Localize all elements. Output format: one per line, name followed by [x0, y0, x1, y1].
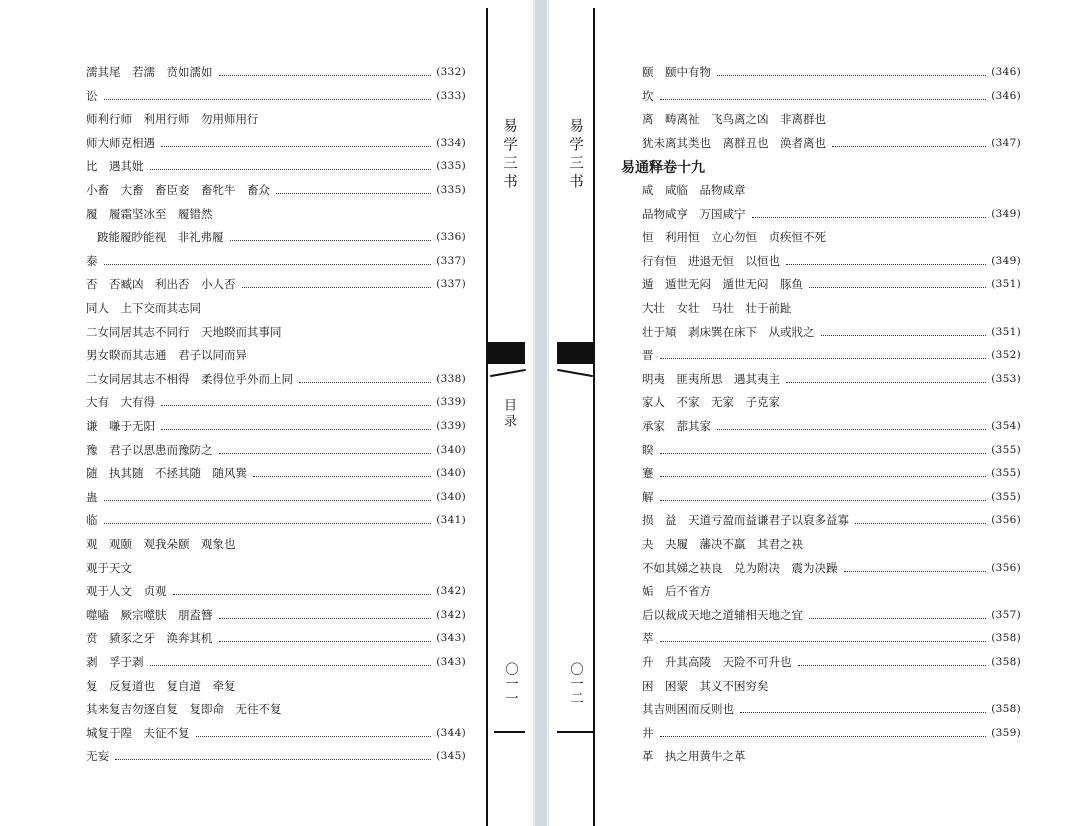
left-page-number: 〇一一	[502, 662, 518, 706]
entry-title: 损 益 天道亏盈而益谦君子以裒多益寡	[642, 513, 849, 528]
entry-page-number: (342)	[436, 608, 466, 621]
entry-page-number: (354)	[991, 420, 1021, 432]
dot-leader	[717, 74, 986, 76]
dot-leader	[855, 522, 986, 524]
toc-entry	[86, 651, 466, 669]
dot-leader	[219, 617, 432, 619]
left-black-band	[488, 342, 525, 364]
dot-leader	[717, 428, 986, 430]
left-footer-rule	[494, 731, 525, 733]
left-section-label: 目录	[501, 398, 516, 430]
toc-entry	[642, 557, 1021, 575]
toc-entry	[642, 85, 1021, 103]
entry-title: 大有 大有得	[86, 395, 155, 410]
toc-entry	[642, 273, 1021, 291]
entry-page-number: (357)	[991, 608, 1021, 621]
dot-leader	[173, 593, 432, 595]
toc-entry	[642, 604, 1021, 622]
entry-title: 颐 颐中有物	[642, 65, 711, 79]
dot-leader	[230, 239, 432, 241]
dot-leader	[196, 735, 432, 737]
toc-entry	[86, 439, 466, 457]
entry-page-number: (356)	[991, 514, 1021, 527]
entry-title: 易通释卷十九	[621, 160, 705, 177]
entry-title: 家人 不家 无家 子克家	[642, 395, 780, 410]
left-spine-rule	[486, 8, 488, 826]
toc-entry	[642, 61, 1021, 79]
toc-entry	[86, 509, 466, 527]
entry-title: 姤 后不省方	[642, 584, 711, 599]
entry-page-number: (355)	[991, 467, 1021, 480]
entry-page-number: (340)	[436, 490, 466, 503]
entry-page-number: (353)	[991, 372, 1021, 385]
entry-page-number: (337)	[436, 278, 466, 291]
toc-entry	[86, 108, 466, 126]
entry-title: 泰	[86, 253, 98, 268]
entry-page-number: (341)	[436, 514, 466, 527]
dot-leader	[821, 334, 987, 336]
toc-entry	[642, 297, 1021, 315]
entry-title: 随 执其随 不拯其随 随风巽	[86, 466, 247, 481]
dot-leader	[161, 428, 431, 430]
entry-page-number: (349)	[991, 207, 1021, 220]
toc-entry	[642, 368, 1021, 386]
entry-page-number: (343)	[436, 656, 466, 668]
dot-leader	[752, 216, 987, 218]
entry-page-number: (358)	[991, 703, 1021, 716]
toc-entry	[86, 580, 466, 598]
entry-page-number: (351)	[991, 278, 1021, 291]
entry-title: 萃	[642, 631, 654, 646]
dot-leader	[832, 145, 986, 147]
toc-entry	[642, 415, 1021, 433]
toc-entry	[642, 509, 1021, 527]
entry-title: 无妄	[86, 749, 109, 764]
entry-title: 离 畴离祉 飞鸟离之凶 非离群也	[642, 112, 826, 127]
toc-entry	[86, 391, 466, 409]
toc-entry	[642, 627, 1021, 645]
entry-title: 行有恒 进退无恒 以恒也	[642, 253, 780, 268]
entry-page-number: (334)	[436, 136, 466, 149]
entry-page-number: (359)	[991, 726, 1021, 739]
dot-leader	[161, 404, 431, 406]
entry-title: 贲 豮豕之牙 涣奔其机	[86, 631, 213, 646]
entry-title: 同人 上下交而其志同	[86, 301, 201, 315]
entry-title: 困 困蒙 其义不困穷矣	[642, 678, 769, 693]
toc-entry	[642, 321, 1021, 339]
dot-leader	[786, 263, 986, 265]
dot-leader	[299, 381, 431, 383]
right-spine-rule	[593, 8, 595, 826]
dot-leader	[660, 98, 987, 100]
juan-heading	[621, 155, 1021, 175]
entry-title: 犹未离其类也 离群丑也 涣者离也	[642, 135, 826, 150]
toc-entry	[642, 226, 1021, 244]
dot-leader	[798, 664, 987, 666]
dot-leader	[253, 475, 431, 477]
entry-title: 遁 遁世无闷 遁世无闷 豚鱼	[642, 277, 803, 292]
toc-entry	[642, 250, 1021, 268]
entry-title: 观于天文	[86, 560, 132, 575]
entry-title: 噬嗑 厥宗噬肤 朋盍簪	[86, 607, 213, 622]
entry-page-number: (339)	[436, 420, 466, 432]
dot-leader	[242, 286, 432, 288]
right-footer-rule	[557, 731, 593, 733]
entry-title: 小畜 大畜 畜臣妾 畜牝牛 畜众	[86, 183, 270, 197]
entry-title: 二女同居其志不相得 柔得位乎外而上同	[86, 371, 293, 386]
toc-entry	[642, 486, 1021, 504]
entry-title: 谦 嗛于无阳	[86, 419, 155, 433]
entry-title: 其来复吉勿逐自复 复即命 无往不复	[86, 702, 282, 717]
entry-title: 后以裁成天地之道辅相天地之宜	[642, 607, 803, 622]
entry-page-number: (336)	[436, 231, 466, 244]
toc-entry	[642, 203, 1021, 221]
entry-title: 夬 夬履 藩决不羸 其君之袂	[642, 537, 803, 551]
toc-entry	[97, 226, 466, 244]
toc-entry	[86, 415, 466, 433]
entry-page-number: (355)	[991, 490, 1021, 503]
toc-entry	[642, 675, 1021, 693]
entry-page-number: (346)	[991, 66, 1021, 78]
toc-entry	[642, 439, 1021, 457]
entry-page-number: (332)	[436, 66, 466, 78]
toc-entry	[86, 297, 466, 315]
entry-page-number: (347)	[991, 136, 1021, 149]
dot-leader	[104, 499, 432, 501]
dot-leader	[786, 381, 986, 383]
entry-page-number: (345)	[436, 750, 466, 763]
entry-title: 晋	[642, 348, 654, 363]
left-header-title: 易学三书	[501, 118, 517, 192]
dot-leader	[115, 758, 431, 760]
entry-title: 其吉则困而反则也	[642, 702, 734, 717]
entry-title: 男女睽而其志通 君子以同而异	[86, 348, 247, 363]
toc-entry	[86, 675, 466, 693]
entry-title: 临	[86, 513, 98, 528]
book-gutter	[533, 0, 549, 826]
entry-page-number: (343)	[436, 632, 466, 645]
dot-leader	[104, 98, 432, 100]
dot-leader	[276, 192, 431, 194]
toc-entry	[642, 179, 1021, 197]
toc-entry	[642, 722, 1021, 740]
entry-title: 观于人文 贞观	[86, 584, 167, 599]
entry-title: 承家 蔀其家	[642, 419, 711, 433]
dot-leader	[844, 570, 987, 572]
entry-title: 二女同居其志不同行 天地睽而其事同	[86, 324, 282, 339]
dot-leader	[150, 664, 432, 666]
toc-entry	[86, 179, 466, 197]
right-black-band	[557, 342, 593, 364]
toc-entry	[642, 391, 1021, 409]
entry-page-number: (352)	[991, 349, 1021, 362]
entry-page-number: (340)	[436, 443, 466, 456]
entry-page-number: (338)	[436, 372, 466, 385]
entry-page-number: (342)	[436, 585, 466, 598]
entry-page-number: (333)	[436, 89, 466, 102]
entry-title: 不如其娣之袂良 兑为附决 震为决躁	[642, 560, 838, 575]
toc-entry	[86, 61, 466, 79]
toc-entry	[642, 108, 1021, 126]
dot-leader	[660, 735, 987, 737]
left-page	[0, 0, 533, 826]
entry-title: 明夷 匪夷所思 遇其夷主	[642, 371, 780, 386]
toc-entry	[86, 250, 466, 268]
entry-title: 剥 孚于剥	[86, 655, 144, 669]
toc-entry	[86, 557, 466, 575]
dot-leader	[740, 711, 986, 713]
toc-entry	[86, 486, 466, 504]
entry-title: 蛊	[86, 489, 98, 504]
toc-entry	[86, 745, 466, 763]
entry-page-number: (349)	[991, 254, 1021, 267]
entry-title: 革 执之用黄牛之革	[642, 749, 746, 764]
dot-leader	[660, 640, 987, 642]
toc-entry	[86, 321, 466, 339]
entry-title: 观 观颐 观我朵颐 观象也	[86, 537, 236, 551]
entry-title: 恒 利用恒 立心勿恒 贞疾恒不死	[642, 230, 826, 245]
toc-entry	[86, 722, 466, 740]
entry-title: 蹇	[642, 466, 654, 481]
dot-leader	[104, 263, 432, 265]
entry-title: 城复于隍 夫征不复	[86, 725, 190, 740]
entry-title: 比 遇其妣	[86, 159, 144, 174]
entry-page-number: (356)	[991, 561, 1021, 574]
entry-page-number: (358)	[991, 656, 1021, 668]
left-toc-list	[0, 0, 533, 826]
entry-title: 坎	[642, 88, 654, 103]
dot-leader	[150, 168, 432, 170]
toc-entry	[86, 203, 466, 221]
toc-entry	[86, 698, 466, 716]
dot-leader	[104, 522, 432, 524]
entry-title: 咸 咸临 品物咸章	[642, 183, 746, 197]
toc-entry	[642, 462, 1021, 480]
toc-entry	[642, 344, 1021, 362]
entry-title: 解	[642, 489, 654, 504]
toc-entry	[86, 604, 466, 622]
entry-page-number: (335)	[436, 160, 466, 173]
entry-title: 师利行师 利用行师 勿用师用行	[86, 112, 259, 127]
dot-leader	[660, 357, 987, 359]
toc-entry	[642, 698, 1021, 716]
right-toc-list	[549, 0, 1081, 826]
entry-title: 履 履霜坚冰至 履错然	[86, 206, 213, 221]
entry-title: 否 否臧凶 利出否 小人否	[86, 277, 236, 292]
toc-entry	[86, 273, 466, 291]
toc-entry	[86, 627, 466, 645]
dot-leader	[219, 74, 432, 76]
entry-page-number: (337)	[436, 254, 466, 267]
entry-title: 复 反复道也 复自道 牵复	[86, 678, 236, 693]
dot-leader	[660, 499, 987, 501]
entry-title: 濡其尾 若濡 贲如濡如	[86, 65, 213, 79]
entry-page-number: (346)	[991, 89, 1021, 102]
entry-title: 井	[642, 725, 654, 740]
dot-leader	[219, 640, 432, 642]
dot-leader	[219, 452, 432, 454]
toc-entry	[86, 132, 466, 150]
dot-leader	[809, 286, 986, 288]
entry-page-number: (344)	[436, 726, 466, 739]
dot-leader	[660, 475, 987, 477]
entry-page-number: (358)	[991, 632, 1021, 645]
entry-title: 升 升其高陵 天险不可升也	[642, 655, 792, 669]
entry-page-number: (340)	[436, 467, 466, 480]
toc-entry	[642, 533, 1021, 551]
entry-title: 豫 君子以思患而豫防之	[86, 442, 213, 457]
entry-title: 师大师克相遇	[86, 135, 155, 150]
entry-title: 大壮 女壮 马壮 壮于前趾	[642, 301, 792, 315]
dot-leader	[809, 617, 986, 619]
entry-page-number: (339)	[436, 396, 466, 409]
entry-page-number: (355)	[991, 443, 1021, 456]
toc-entry	[86, 533, 466, 551]
entry-page-number: (351)	[991, 325, 1021, 338]
toc-entry	[642, 745, 1021, 763]
entry-title: 跛能履眇能视 非礼弗履	[97, 230, 224, 245]
toc-entry	[86, 85, 466, 103]
toc-entry	[86, 462, 466, 480]
toc-entry	[642, 580, 1021, 598]
toc-entry	[642, 651, 1021, 669]
toc-entry	[86, 155, 466, 173]
toc-entry	[86, 368, 466, 386]
dot-leader	[161, 145, 431, 147]
entry-title: 讼	[86, 88, 98, 103]
dot-leader	[660, 452, 987, 454]
entry-title: 品物咸亨 万国咸宁	[642, 206, 746, 221]
toc-entry	[86, 344, 466, 362]
entry-page-number: (335)	[436, 184, 466, 196]
right-page-number: 〇一二	[567, 662, 583, 706]
entry-title: 壮于頄 剥床巽在床下 从或戕之	[642, 324, 815, 339]
right-header-title: 易学三书	[567, 118, 583, 192]
toc-entry	[642, 132, 1021, 150]
entry-title: 睽	[642, 442, 654, 457]
right-page	[549, 0, 1081, 826]
